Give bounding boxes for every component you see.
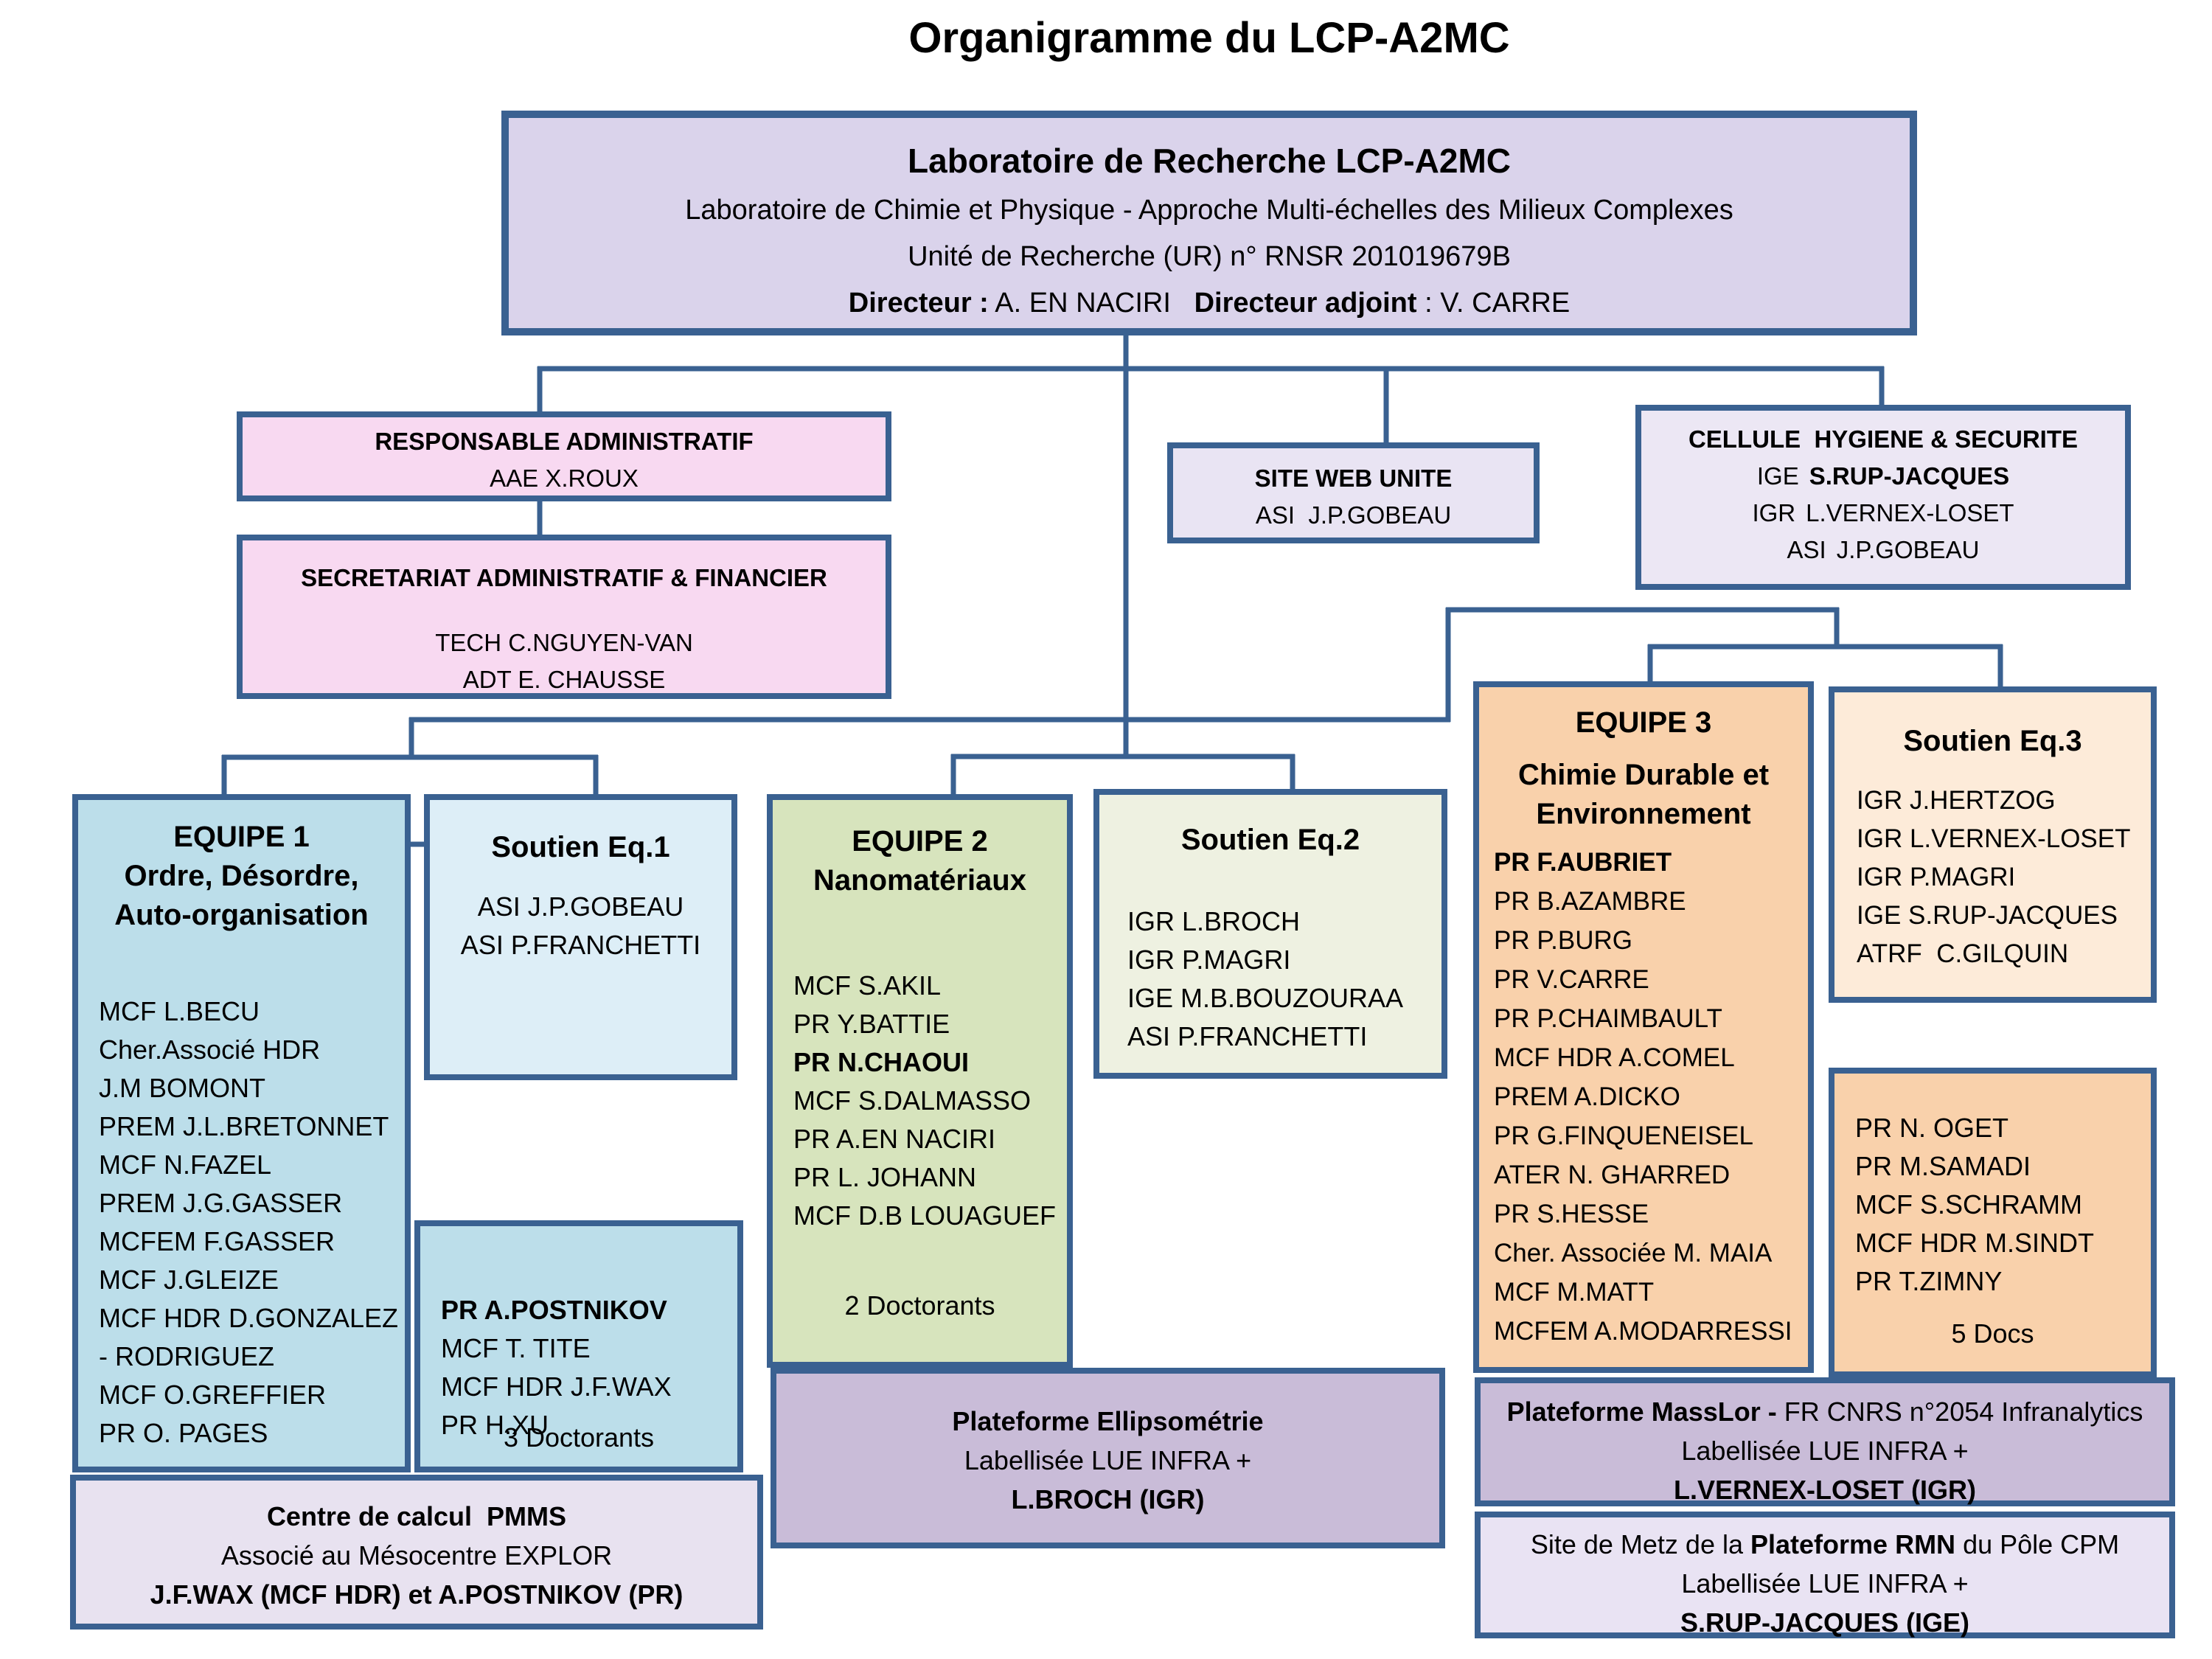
equipe3-member: Cher. Associée M. MAIA: [1494, 1239, 1773, 1267]
equipe1-annex-member: PR A.POSTNIKOV: [441, 1295, 667, 1325]
equipe3-member: ATER N. GHARRED: [1494, 1161, 1731, 1189]
equipe2-title: EQUIPE 2: [852, 825, 988, 858]
member-role: IGR: [1752, 499, 1796, 526]
member-role: ASI: [1787, 536, 1826, 563]
equipe3-member: PR S.HESSE: [1494, 1200, 1649, 1228]
equipe1-annex-member: PR H.XU: [441, 1410, 549, 1440]
equipe2-member: MCF S.DALMASSO: [793, 1085, 1032, 1116]
equipe1-box: [72, 794, 411, 1472]
equipe3-subtitle: Chimie Durable et: [1517, 759, 1770, 791]
equipe1-member: PREM J.G.GASSER: [99, 1188, 343, 1218]
rmn-title-part3: du Pôle CPM: [1955, 1529, 2120, 1559]
equipe2-doctorants-count: 2 Doctorants: [844, 1290, 995, 1321]
equipe3-member: MCFEM A.MODARRESSI: [1494, 1317, 1792, 1346]
lab-title: Laboratoire de Recherche LCP-A2MC: [908, 142, 1511, 180]
responsable-name: AAE X.ROUX: [490, 465, 639, 492]
soutien3-member: IGR P.MAGRI: [1857, 863, 2016, 891]
masslor-label: Labellisée LUE INFRA +: [1681, 1436, 1969, 1466]
equipe2-member: MCF D.B LOUAGUEF: [793, 1200, 1057, 1231]
equipe3-docs-count: 5 Docs: [1951, 1318, 2034, 1349]
equipe1-doctorants-count: 3 Doctorants: [503, 1422, 655, 1453]
ellipsometrie-manager: L.BROCH (IGR): [1011, 1484, 1205, 1514]
equipe3-member: PREM A.DICKO: [1494, 1082, 1680, 1111]
lab-unit: Unité de Recherche (UR) n° RNSR 201019679B: [908, 241, 1511, 272]
soutien2-box: [1093, 789, 1447, 1079]
equipe3-annex-member: PR T.ZIMNY: [1855, 1266, 2003, 1296]
rmn-title: [1481, 1525, 2169, 1564]
equipe1-member: MCF O.GREFFIER: [99, 1380, 326, 1410]
equipe1-subtitle: Auto-organisation: [114, 899, 369, 931]
equipe1-member: MCF HDR D.GONZALEZ: [99, 1303, 399, 1333]
centre-managers: J.F.WAX (MCF HDR) et A.POSTNIKOV (PR): [150, 1579, 684, 1610]
ellipsometrie-title: Plateforme Ellipsométrie: [952, 1406, 1264, 1436]
member-role: IGE: [1756, 462, 1799, 490]
siteweb-title: SITE WEB UNITE: [1254, 465, 1453, 492]
equipe3-member: MCF HDR A.COMEL: [1494, 1043, 1735, 1072]
rmn-title-part1: Site de Metz de la: [1530, 1529, 1750, 1559]
cellule-box: [1635, 405, 2131, 590]
member-name: J.P.GOBEAU: [1836, 536, 1980, 563]
equipe3-member: PR P.CHAIMBAULT: [1494, 1004, 1722, 1033]
soutien2-member: IGE M.B.BOUZOURAA: [1127, 983, 1404, 1013]
equipe1-member: MCFEM F.GASSER: [99, 1226, 335, 1256]
secretariat-title: SECRETARIAT ADMINISTRATIF & FINANCIER: [301, 564, 827, 591]
equipe2-member: PR N.CHAOUI: [793, 1047, 970, 1077]
equipe3-title: EQUIPE 3: [1575, 706, 1712, 739]
equipe1-title: EQUIPE 1: [173, 821, 310, 853]
deputy-name: : V. CARRE: [1416, 288, 1571, 319]
equipe1-member: MCF J.GLEIZE: [99, 1265, 279, 1295]
page-title: Organigramme du LCP-A2MC: [908, 14, 1510, 62]
director-label: Directeur :: [848, 288, 989, 319]
equipe3-member: PR F.AUBRIET: [1494, 848, 1672, 877]
director-name: A. EN NACIRI: [988, 288, 1194, 319]
soutien3-member: IGR L.VERNEX-LOSET: [1857, 824, 2131, 853]
equipe1-annex-box: [414, 1220, 743, 1472]
lab-subtitle: Laboratoire de Chimie et Physique - Approche Multi-échelles des Milieux Complexes: [685, 195, 1733, 226]
equipe3-member: PR B.AZAMBRE: [1494, 887, 1686, 916]
cellule-member: [1641, 532, 2125, 568]
equipe1-member: PR O. PAGES: [99, 1418, 268, 1448]
masslor-title: [1481, 1392, 2169, 1431]
equipe3-annex-member: MCF S.SCHRAMM: [1855, 1189, 2082, 1220]
soutien3-box: [1829, 686, 2157, 1003]
equipe3-member: PR P.BURG: [1494, 926, 1633, 955]
soutien3-member: ATRF C.GILQUIN: [1857, 939, 2069, 968]
rmn-manager: S.RUP-JACQUES (IGE): [1680, 1607, 1970, 1638]
soutien1-member: ASI P.FRANCHETTI: [460, 930, 701, 960]
ellipsometrie-box: [771, 1368, 1445, 1548]
centre-line: Associé au Mésocentre EXPLOR: [220, 1540, 613, 1571]
equipe1-subtitle: Ordre, Désordre,: [124, 860, 359, 892]
equipe3-annex-member: PR N. OGET: [1855, 1113, 2009, 1143]
soutien2-member: ASI P.FRANCHETTI: [1127, 1021, 1368, 1051]
soutien2-member: IGR P.MAGRI: [1127, 945, 1291, 975]
secretariat-member: TECH C.NGUYEN-VAN: [435, 629, 693, 656]
main-lab-box: [501, 111, 1917, 335]
rmn-label: Labellisée LUE INFRA +: [1681, 1568, 1969, 1599]
soutien2-title: Soutien Eq.2: [1180, 824, 1360, 856]
soutien3-member: IGE S.RUP-JACQUES: [1857, 901, 2118, 930]
soutien3-member: IGR J.HERTZOG: [1857, 786, 2056, 815]
member-name: S.RUP-JACQUES: [1809, 462, 2010, 490]
secretariat-member: ADT E. CHAUSSE: [462, 666, 666, 693]
equipe1-member: - RODRIGUEZ: [99, 1341, 274, 1371]
deputy-label: Directeur adjoint: [1194, 288, 1417, 319]
siteweb-name: ASI J.P.GOBEAU: [1255, 501, 1452, 529]
secretariat-box: [237, 535, 891, 699]
masslor-title-bold: Plateforme MassLor -: [1506, 1397, 1777, 1427]
equipe3-member: PR G.FINQUENEISEL: [1494, 1121, 1754, 1150]
masslor-title-rest: FR CNRS n°2054 Infranalytics: [1776, 1397, 2143, 1427]
equipe1-member: MCF L.BECU: [99, 996, 260, 1026]
cellule-member: [1641, 458, 2125, 495]
soutien1-title: Soutien Eq.1: [491, 831, 670, 863]
equipe3-box: [1473, 681, 1814, 1373]
masslor-box: [1475, 1377, 2175, 1506]
equipe3-member: MCF M.MATT: [1494, 1278, 1655, 1307]
equipe2-member: PR L. JOHANN: [793, 1162, 977, 1192]
centre-title: Centre de calcul PMMS: [266, 1501, 567, 1531]
equipe1-member: PREM J.L.BRETONNET: [99, 1111, 389, 1141]
equipe2-box: [767, 794, 1073, 1368]
equipe2-subtitle: Nanomatériaux: [813, 864, 1026, 897]
equipe1-member: Cher.Associé HDR: [99, 1034, 321, 1065]
lab-directors: [509, 280, 1910, 327]
equipe3-subtitle: Environnement: [1536, 798, 1751, 830]
rmn-box: [1475, 1512, 2175, 1638]
equipe3-annex-member: MCF HDR M.SINDT: [1855, 1228, 2094, 1258]
cellule-member: [1641, 495, 2125, 532]
equipe2-member: PR Y.BATTIE: [793, 1009, 950, 1039]
equipe3-annex-member: PR M.SAMADI: [1855, 1151, 2031, 1181]
equipe1-annex-member: MCF T. TITE: [441, 1333, 591, 1363]
equipe2-member: PR A.EN NACIRI: [793, 1124, 996, 1154]
masslor-manager: L.VERNEX-LOSET (IGR): [1673, 1475, 1976, 1505]
equipe3-member: PR V.CARRE: [1494, 965, 1649, 994]
soutien3-title: Soutien Eq.3: [1903, 725, 2082, 757]
equipe3-annex-box: [1829, 1068, 2157, 1377]
soutien2-member: IGR L.BROCH: [1127, 906, 1301, 936]
soutien1-box: [424, 794, 737, 1080]
equipe1-member: J.M BOMONT: [99, 1073, 265, 1103]
equipe1-annex-member: MCF HDR J.F.WAX: [441, 1371, 672, 1402]
centre-calcul-box: [70, 1475, 763, 1630]
siteweb-box: [1167, 442, 1540, 543]
rmn-title-part2: Plateforme RMN: [1750, 1529, 1956, 1559]
responsable-box: [237, 411, 891, 501]
cellule-title: CELLULE HYGIENE & SECURITE: [1688, 425, 2079, 453]
responsable-title: RESPONSABLE ADMINISTRATIF: [375, 428, 754, 455]
member-name: L.VERNEX-LOSET: [1806, 499, 2014, 526]
soutien1-member: ASI J.P.GOBEAU: [477, 891, 684, 922]
equipe1-member: MCF N.FAZEL: [99, 1150, 272, 1180]
equipe2-member: MCF S.AKIL: [793, 970, 942, 1001]
ellipsometrie-label: Labellisée LUE INFRA +: [964, 1445, 1252, 1475]
